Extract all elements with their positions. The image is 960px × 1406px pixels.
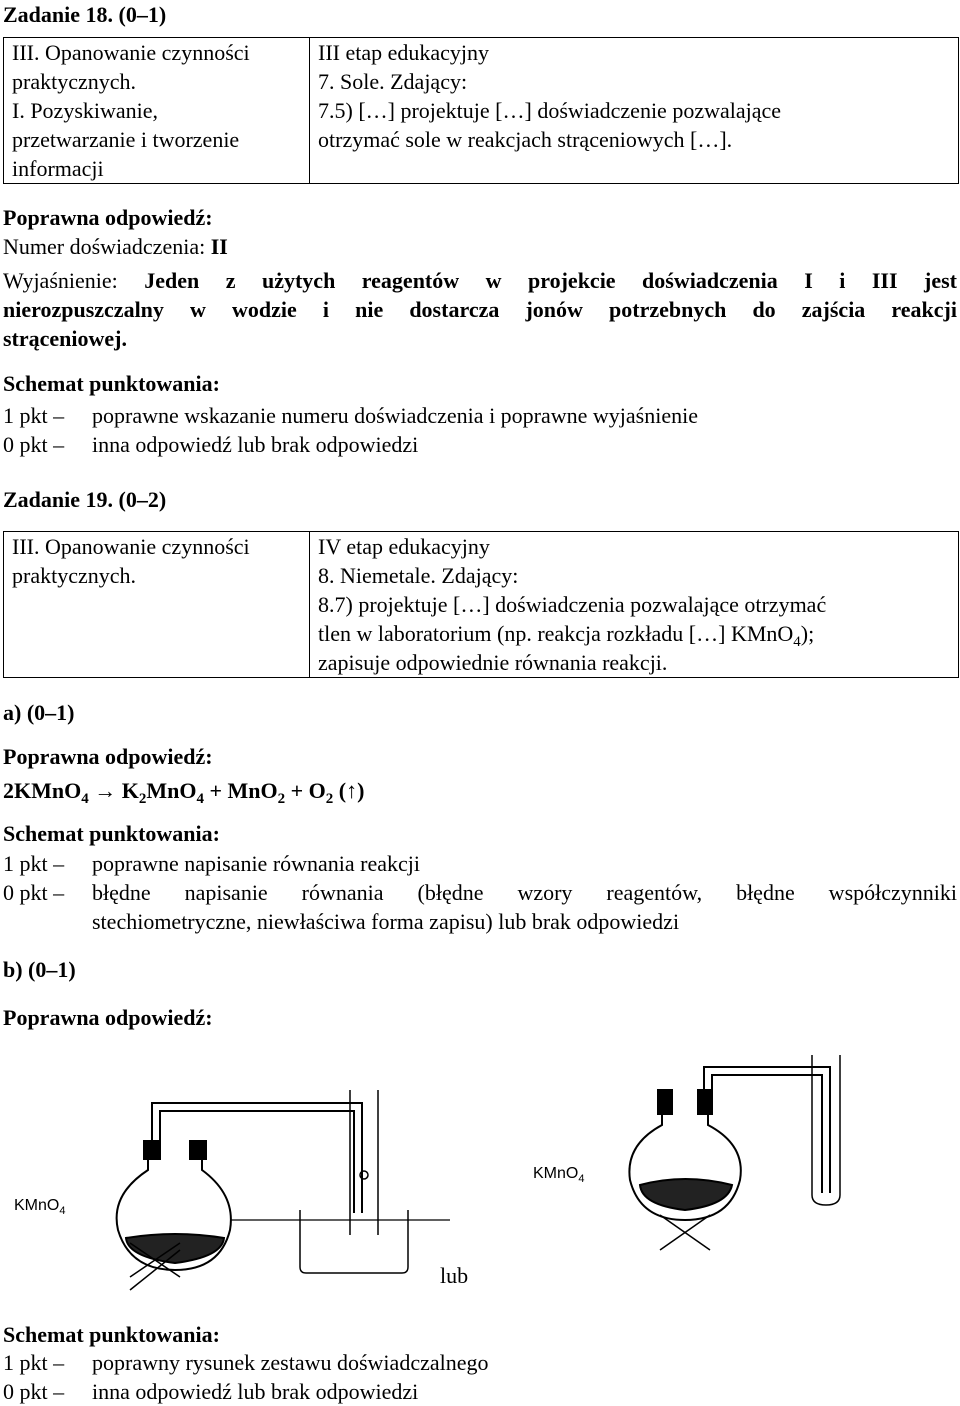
alternative-label: lub	[440, 1263, 469, 1288]
scoring-row: 1 pkt – poprawny rysunek zestawu doświadczalnego	[3, 1350, 489, 1375]
scoring-row: 0 pkt –	[3, 880, 65, 905]
explanation-line-3: strąceniowej.	[3, 326, 128, 351]
subtask-a-label: a) (0–1)	[3, 700, 75, 725]
scoring-text: stechiometryczne, niewłaściwa forma zapisu) lub brak odpowiedzi	[92, 909, 680, 934]
scoring-row: 0 pkt – inna odpowiedź lub brak odpowiedzi	[3, 1379, 419, 1404]
experiment-number: Numer doświadczenia: II	[3, 234, 228, 259]
apparatus-drawing	[0, 1045, 960, 1305]
answer-heading: Poprawna odpowiedź:	[3, 1005, 213, 1030]
scoring-heading: Schemat punktowania:	[3, 1322, 220, 1347]
scoring-row: 1 pkt – poprawne napisanie równania reakcji	[3, 851, 421, 876]
answer-heading: Poprawna odpowiedź:	[3, 205, 213, 230]
reagent-label-1: KMnO$_4$	[14, 1197, 66, 1217]
explanation-line-2: nierozpuszczalny w wodzie i nie dostarcza jonów potrzebnych do zajścia reakcji	[3, 297, 957, 322]
scoring-row: 0 pkt – inna odpowiedź lub brak odpowiedzi	[3, 432, 419, 457]
specific-requirement-cell: III etap edukacyjny 7. Sole. Zdający: 7.5) […] projektuje […] doświadczenie pozwalające otrzymać sole w reakcjach strąceniowych […].	[310, 38, 959, 184]
scoring-heading: Schemat punktowania:	[3, 821, 220, 846]
answer-heading: Poprawna odpowiedź:	[3, 744, 213, 769]
task-18-requirements-table	[3, 37, 959, 184]
reaction-equation: 2KMnO$_4$ → $K_2MnO_4 + MnO_2 + O_2$ (↑)	[3, 778, 365, 807]
explanation-line-1: Wyjaśnienie: Jeden z użytych reagentów w projekcie doświadczenia I i III jest	[3, 268, 958, 293]
task-18-title: Zadanie 18. (0–1)	[3, 2, 167, 27]
scoring-row: 1 pkt – poprawne wskazanie numeru doświadczenia i poprawne wyjaśnienie	[3, 403, 698, 428]
task-19-requirements-table	[3, 531, 959, 678]
reagent-label-2: KMnO$_4$	[533, 1165, 585, 1185]
flask-setup-air	[629, 1055, 840, 1220]
subtask-b-label: b) (0–1)	[3, 957, 76, 982]
flask-setup-water	[117, 1090, 450, 1290]
specific-requirement-cell: IV etap edukacyjny 8. Niemetale. Zdający: 8.7) projektuje […] doświadczenia pozwalające otrzymać tlen w laboratorium (np. reakcja rozkładu […] KMnO$_4$); zapisuje odpowiednie równania reakcji.	[310, 532, 959, 678]
scoring-text: błędne napisanie równania (błędne wzory reagentów, błędne współczynniki	[92, 880, 957, 905]
general-requirement-cell: III. Opanowanie czynności praktycznych. I. Pozyskiwanie, przetwarzanie i tworzenie informacji	[4, 38, 310, 184]
task-19-title: Zadanie 19. (0–2)	[3, 487, 167, 512]
general-requirement-cell: III. Opanowanie czynności praktycznych.	[4, 532, 310, 678]
scoring-heading: Schemat punktowania:	[3, 371, 220, 396]
